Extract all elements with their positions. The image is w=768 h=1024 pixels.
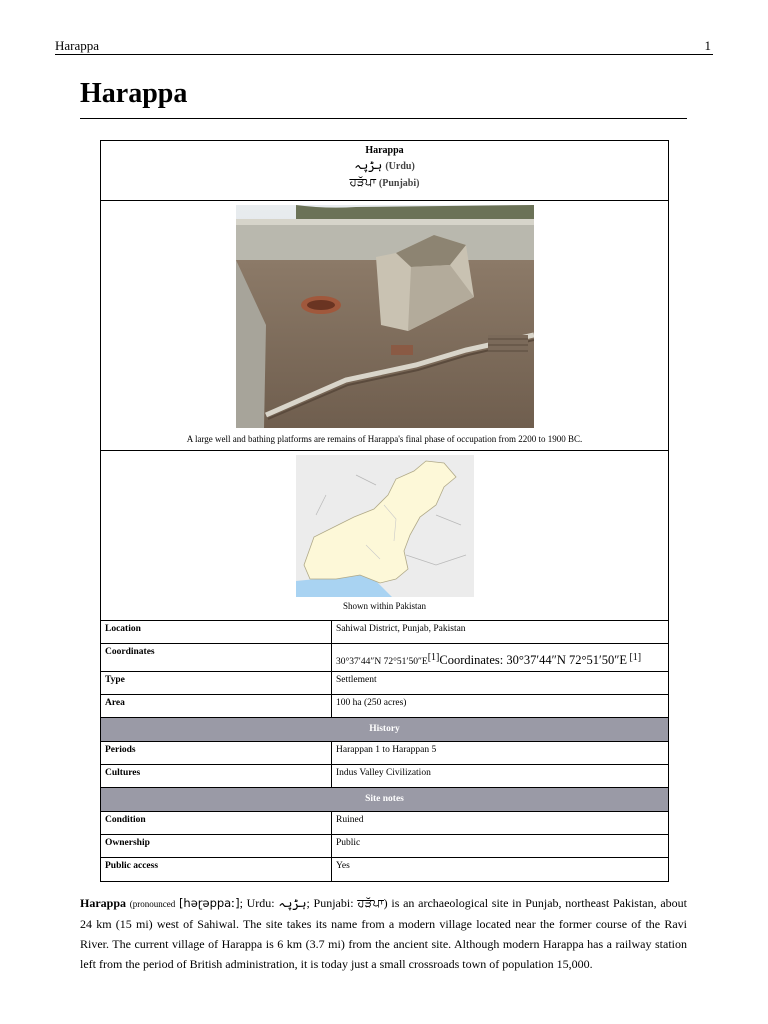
infobox-urdu-name (101, 158, 668, 173)
row-key: Coordinates (101, 644, 332, 671)
urdu-label: (Urdu) (385, 161, 415, 172)
article-title: Harappa (80, 78, 188, 109)
section-history: History (101, 718, 668, 742)
row-key: Area (101, 695, 332, 717)
urdu-label: ; Urdu: (239, 896, 275, 910)
row-location (101, 621, 668, 644)
title-rule (80, 118, 687, 119)
running-header-title: Harappa (55, 38, 100, 53)
citation-ref[interactable]: [1] (629, 652, 642, 663)
row-value: Harappan 1 to Harappan 5 (336, 745, 437, 755)
pakistan-locator-map (296, 455, 474, 597)
row-value-coordinates (332, 644, 668, 671)
photo-caption: A large well and bathing platforms are remains of Harappa's final phase of occupation from 2200 to 1900 BC. (186, 434, 583, 444)
row-periods (101, 742, 668, 765)
urdu-script: ہڑپہ (354, 158, 383, 172)
row-value: Public (336, 838, 361, 848)
infobox-punjabi-name (101, 175, 668, 190)
punjabi-text: ਹੜੱਪਾ (357, 896, 384, 910)
paragraph-body: ) is an archaeological site in Punjab, northeast Pakistan, about 24 km (15 mi) west of Sahiwal. The site takes its name from a modern village located near the former course of the Ravi River. The current village of Harappa is 6 km (3.7 mi) from the ancient site. Although modern Harappa has a railway station left from the period of British administration, it is today just a small crossroads town of population 15,000. (80, 896, 688, 971)
map-caption: Shown within Pakistan (342, 601, 426, 611)
row-key: Location (101, 621, 332, 643)
punjabi-script: ਹੜੱਪਾ (349, 175, 376, 189)
citation-ref[interactable]: [1] (427, 652, 440, 663)
row-area (101, 695, 668, 718)
row-key: Condition (101, 812, 332, 834)
punjabi-label: ; Punjabi: (306, 896, 354, 910)
row-key: Ownership (101, 835, 332, 857)
row-type (101, 672, 668, 695)
row-public-access (101, 858, 668, 881)
coordinates-big: Coordinates: 30°37′44″N 72°51′50″E (439, 653, 628, 668)
header-rule (55, 54, 713, 55)
row-value: Yes (336, 861, 350, 871)
urdu-text: ہڑپہ (278, 896, 307, 910)
row-key: Public access (101, 858, 332, 881)
row-condition (101, 812, 668, 835)
coordinates-small[interactable]: 30°37′44″N 72°51′50″E (336, 657, 428, 668)
row-key: Periods (101, 742, 332, 764)
page-number: 1 (704, 38, 711, 53)
row-key: Cultures (101, 765, 332, 787)
infobox-photo-cell (101, 201, 668, 451)
row-value: Ruined (336, 815, 364, 825)
punjabi-label: (Punjabi) (378, 178, 420, 189)
row-value: Indus Valley Civilization (336, 768, 431, 778)
row-coordinates (101, 644, 668, 672)
pronunciation-note: (pronounced (129, 899, 176, 909)
infobox-map-cell (101, 451, 668, 621)
article-subject: Harappa (80, 896, 127, 910)
row-ownership (101, 835, 668, 858)
intro-paragraph (80, 893, 687, 974)
infobox (100, 140, 669, 882)
harappa-ruins-photo (236, 205, 534, 428)
infobox-name: Harappa (365, 145, 404, 156)
row-cultures (101, 765, 668, 788)
infobox-header (101, 141, 668, 201)
ipa-transcription[interactable]: [həɽəppaː] (178, 896, 240, 910)
row-value: 100 ha (250 acres) (336, 698, 407, 708)
row-value: Sahiwal District, Punjab, Pakistan (336, 624, 466, 634)
row-value: Settlement (336, 675, 377, 685)
row-key: Type (101, 672, 332, 694)
section-site-notes: Site notes (101, 788, 668, 812)
